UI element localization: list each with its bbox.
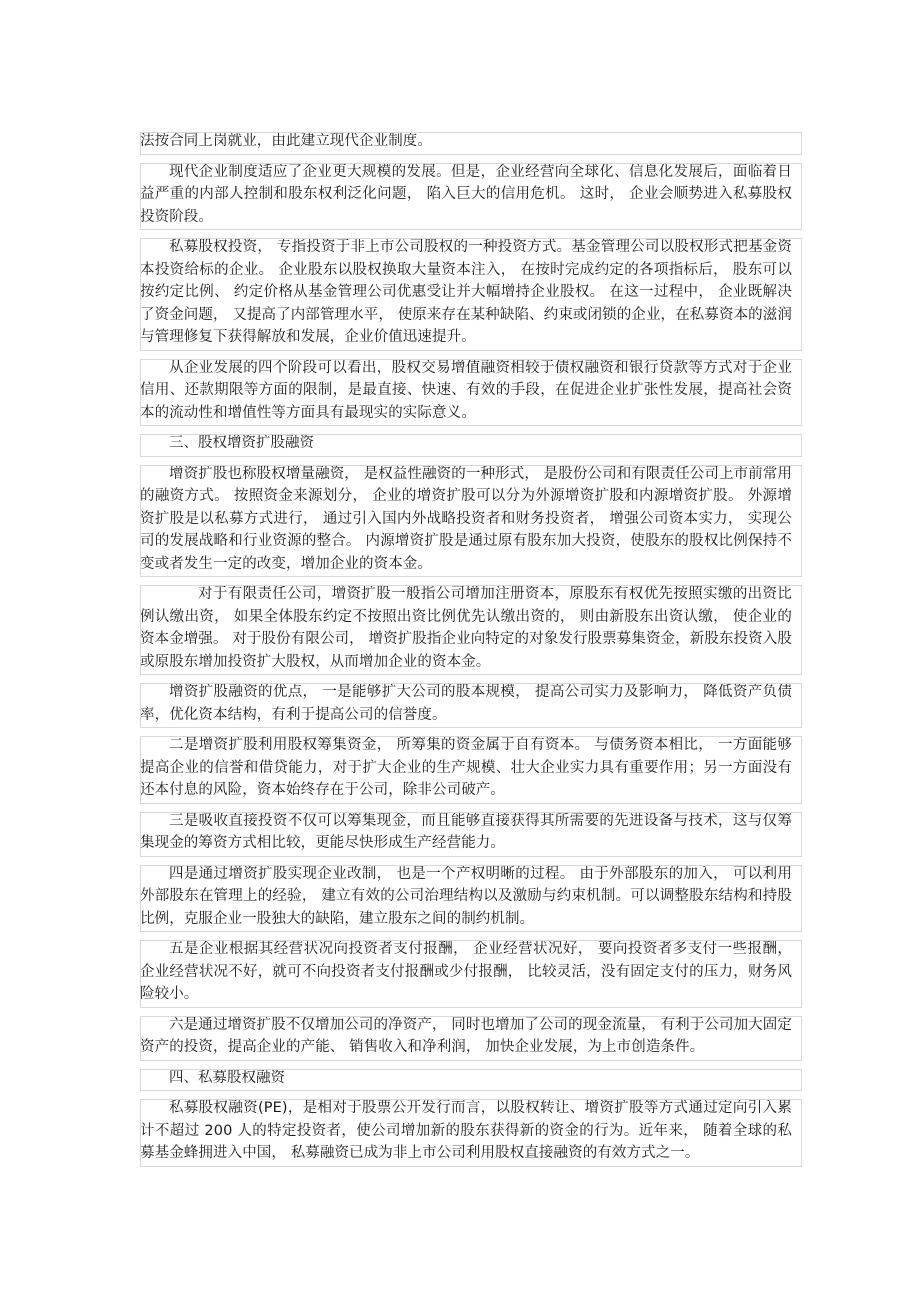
paragraph-advantage-one: 增资扩股融资的优点， 一是能够扩大公司的股本规模， 提高公司实力及影响力， 降低资产负债率，优化资本结构，有利于提高公司的信誉度。 [140, 681, 792, 726]
paragraph-intro-tail: 法按合同上岗就业，由此建立现代企业制度。 [140, 130, 792, 153]
paragraph-limited-liability: 对于有限责任公司，增资扩股一般指公司增加注册资本，原股东有权优先按照实缴的出资比例认缴出资， 如果全体股东约定不按照出资比例优先认缴出资的， 则由新股东出资认缴， 使企业的资本金增强。 对于股份有限公司， 增资扩股指企业向特定的对象发行股票募集资金，新股东投资入股或原股东增加投资扩大股权，从而增加企业的资本金。 [140, 583, 792, 673]
paragraph-private-equity-investment: 私募股权投资， 专指投资于非上市公司股权的一种投资方式。基金管理公司以股权形式把基金资本投资给标的企业。 企业股东以股权换取大量资本注入， 在按时完成约定的各项指标后， 股东可以按约定比例、 约定价格从基金管理公司优惠受让并大幅增持企业股权。 在这一过程中， 企业既解决了资金问题， 又提高了内部管理水平， 使原来存在某种缺陷、约束或闭锁的企业，在私募资本的滋润与管理修复下获得解放和发展，企业价值迅速提升。 [140, 236, 792, 349]
paragraph-advantage-four: 四是通过增资扩股实现企业改制， 也是一个产权明晰的过程。 由于外部股东的加入， 可以利用外部股东在管理上的经验， 建立有效的公司治理结构以及激励与约束机制。可以调整股东结构和持股比例，克服企业一股独大的缺陷，建立股东之间的制约机制。 [140, 863, 792, 931]
paragraph-advantage-two: 二是增资扩股利用股权筹集资金， 所筹集的资金属于自有资本。 与债务资本相比， 一方面能够提高企业的信誉和借贷能力，对于扩大企业的生产规模、壮大企业实力具有重要作用；另一方面没有还本付息的风险，资本始终存在于公司，除非公司破产。 [140, 734, 792, 802]
paragraph-private-equity-financing: 私募股权融资(PE)，是相对于股票公开发行而言，以股权转让、增资扩股等方式通过定向引入累计不超过 200 人的特定投资者，使公司增加新的股东获得新的资金的行为。近年来， 随着全球的私募基金蜂拥进入中国， 私募融资已成为非上市公司利用股权直接融资的有效方式之一。 [140, 1097, 792, 1165]
section-heading-private-equity: 四、私募股权融资 [140, 1067, 792, 1090]
paragraph-modern-enterprise: 现代企业制度适应了企业更大规模的发展。但是，企业经营向全球化、信息化发展后，面临着日益严重的内部人控制和股东权利泛化问题， 陷入巨大的信用危机。 这时， 企业会顺势进入私募股权投资阶段。 [140, 161, 792, 229]
document-body [140, 130, 792, 1173]
paragraph-advantage-five: 五是企业根据其经营状况向投资者支付报酬， 企业经营状况好， 要向投资者多支付一些报酬， 企业经营状况不好，就可不向投资者支付报酬或少付报酬， 比较灵活，没有固定支付的压力，财务风险较小。 [140, 938, 792, 1006]
paragraph-advantage-three: 三是吸收直接投资不仅可以筹集现金，而且能够直接获得其所需要的先进设备与技术，这与仅筹集现金的筹资方式相比较，更能尽快形成生产经营能力。 [140, 810, 792, 855]
paragraph-advantage-six: 六是通过增资扩股不仅增加公司的净资产， 同时也增加了公司的现金流量， 有利于公司加大固定资产的投资，提高企业的产能、 销售收入和净利润， 加快企业发展，为上市创造条件。 [140, 1014, 792, 1059]
section-heading-equity-increase: 三、股权增资扩股融资 [140, 432, 792, 455]
paragraph-capital-increase-definition: 增资扩股也称股权增量融资， 是权益性融资的一种形式， 是股份公司和有限责任公司上市前常用的融资方式。 按照资金来源划分， 企业的增资扩股可以分为外源增资扩股和内源增资扩股。 外源增资扩股是以私募方式进行， 通过引入国内外战略投资者和财务投资者， 增强公司资本实力， 实现公司的发展战略和行业资源的整合。 内源增资扩股是通过原有股东加大投资，使股东的股权比例保持不变或者发生一定的改变，增加企业的资本金。 [140, 463, 792, 576]
paragraph-four-stages: 从企业发展的四个阶段可以看出，股权交易增值融资相较于债权融资和银行贷款等方式对于企业信用、还款期限等方面的限制，是最直接、快速、有效的手段，在促进企业扩张性发展，提高社会资本的流动性和增值性等方面具有最现实的实际意义。 [140, 357, 792, 425]
